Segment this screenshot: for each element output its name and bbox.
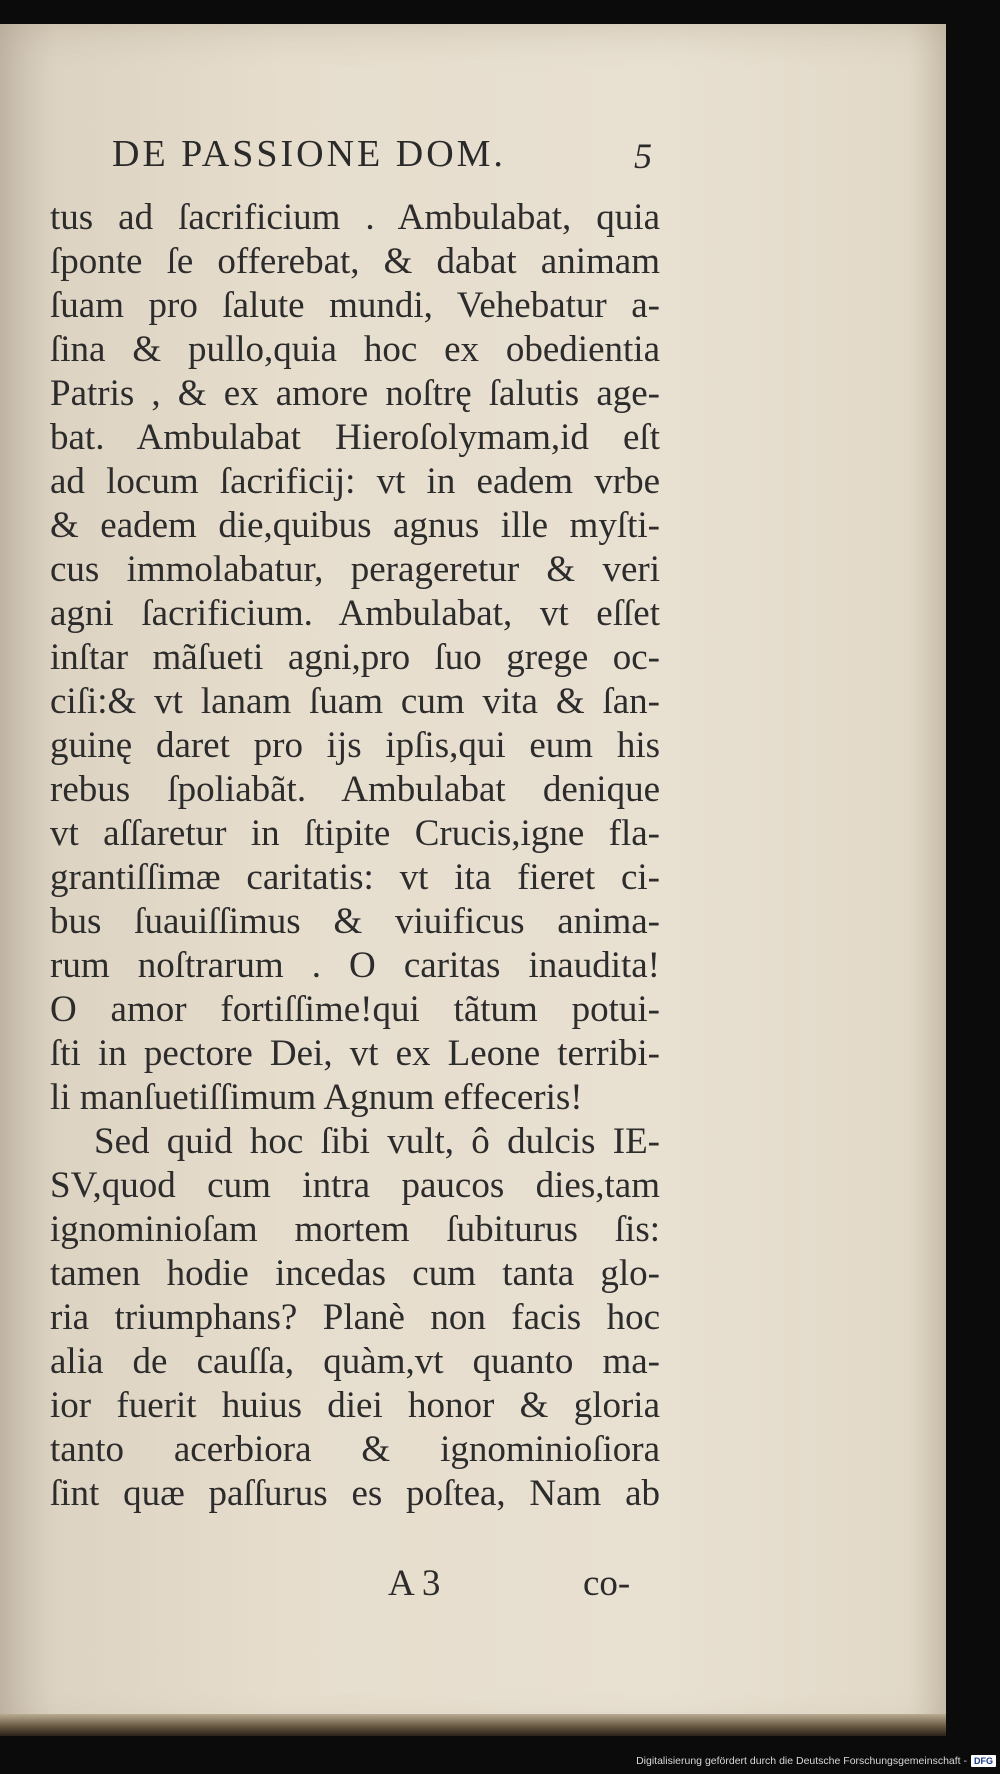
text-line: li manſuetiſſimum Agnum effeceris! <box>50 1077 583 1118</box>
text-line: O amor fortiſſime!qui tãtum potui- <box>50 989 660 1030</box>
text-line: ria triumphans? Planè non facis hoc <box>50 1297 660 1338</box>
text-line: alia de cauſſa, quàm,vt quanto ma- <box>50 1341 660 1382</box>
text-line: ſponte ſe offerebat, & dabat animam <box>50 241 660 282</box>
text-line: rum noſtrarum . O caritas inaudita! <box>50 945 660 986</box>
text-line: agni ſacrificium. Ambulabat, vt eſſet <box>50 593 660 634</box>
text-line: ſina & pullo,quia hoc ex obedientia <box>50 329 660 370</box>
page-bottom-edge <box>0 1714 946 1736</box>
text-line: bus ſuauiſſimus & viuificus anima- <box>50 901 660 942</box>
text-line: inſtar mãſueti agni,pro ſuo grege oc- <box>50 637 660 678</box>
text-line: grantiſſimæ caritatis: vt ita fieret ci- <box>50 857 660 898</box>
text-line: ior fuerit huius diei honor & gloria <box>50 1385 660 1426</box>
paragraph-start-line: Sed quid hoc ſibi vult, ô dulcis IE- <box>94 1121 660 1162</box>
running-head <box>112 124 652 184</box>
text-line: cus immolabatur, perageretur & veri <box>50 549 660 590</box>
dfg-logo: DFG <box>971 1755 996 1767</box>
catchword: co- <box>583 1563 631 1604</box>
funding-footer <box>636 1752 996 1770</box>
text-line: ad locum ſacrificij: vt in eadem vrbe <box>50 461 660 502</box>
signature-mark: A 3 <box>388 1563 441 1604</box>
page-footer-line <box>388 1562 648 1612</box>
text-line: ſti in pectore Dei, vt ex Leone terribi- <box>50 1033 660 1074</box>
book-page <box>0 24 946 1736</box>
text-line: SV,quod cum intra paucos dies,tam <box>50 1165 660 1206</box>
text-line: ignominioſam mortem ſubiturus ſis: <box>50 1209 660 1250</box>
text-line: ſuam pro ſalute mundi, Vehebatur a- <box>50 285 660 326</box>
text-line: bat. Ambulabat Hieroſolymam,id eſt <box>50 417 660 458</box>
text-line: ciſi:& vt lanam ſuam cum vita & ſan- <box>50 681 660 722</box>
text-line: tamen hodie incedas cum tanta glo- <box>50 1253 660 1294</box>
text-line: rebus ſpoliabãt. Ambulabat denique <box>50 769 660 810</box>
running-title: DE PASSIONE DOM. <box>112 133 506 175</box>
text-line: guinę daret pro ijs ipſis,qui eum his <box>50 725 660 766</box>
text-line: Patris , & ex amore noſtrę ſalutis age- <box>50 373 660 414</box>
text-line: tanto acerbiora & ignominioſiora <box>50 1429 660 1470</box>
body-text <box>50 196 660 1516</box>
text-line: vt aſſaretur in ſtipite Crucis,igne fla- <box>50 813 660 854</box>
page-number: 5 <box>634 136 652 176</box>
funding-note: Digitalisierung gefördert durch die Deutsche Forschungsgemeinschaft - <box>636 1755 967 1767</box>
text-line: & eadem die,quibus agnus ille myſti- <box>50 505 660 546</box>
text-line: ſint quæ paſſurus es poſtea, Nam ab <box>50 1473 660 1514</box>
text-line: tus ad ſacrificium . Ambulabat, quia <box>50 197 660 238</box>
